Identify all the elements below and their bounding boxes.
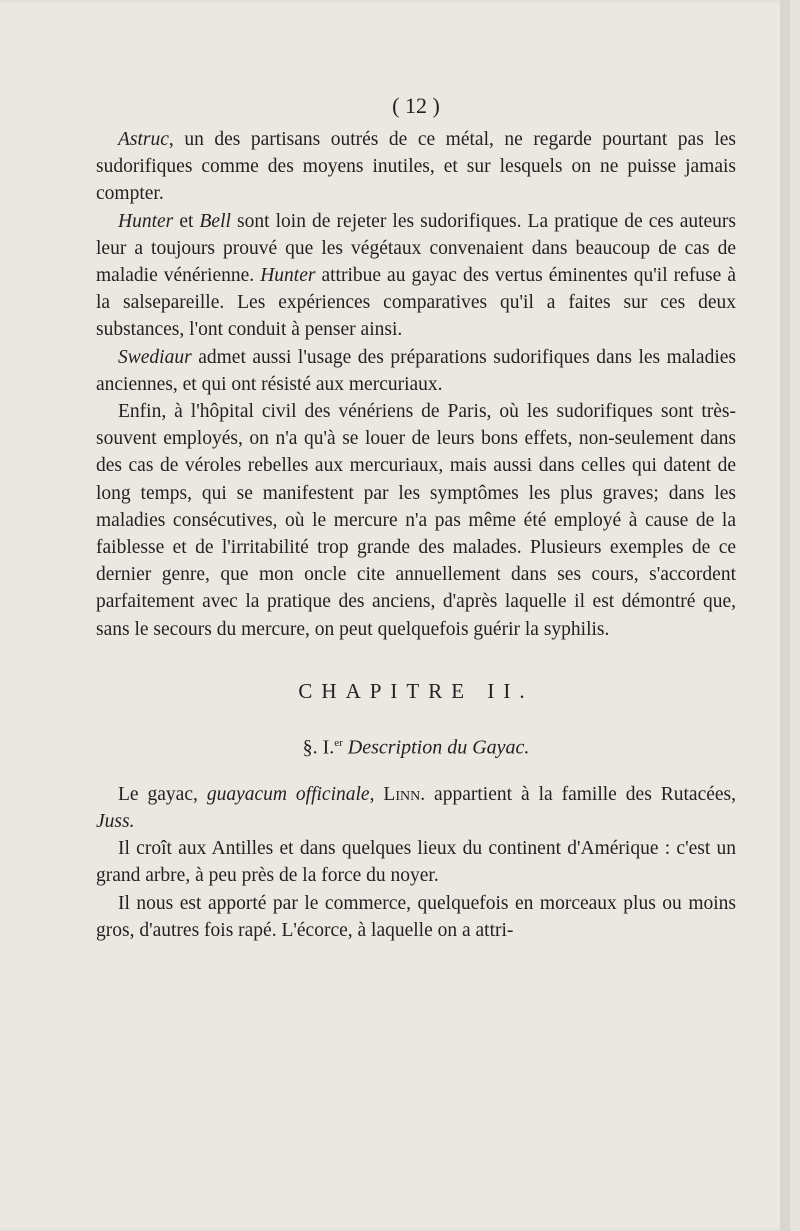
- paragraph-text: , un des partisans outrés de ce métal, ne regarde pourtant pas les sudorifiques comme des moyens inutiles, et sur lesquels on ne puisse jamais compter.: [96, 129, 736, 205]
- chapter-heading: CHAPITRE II.: [298, 678, 534, 703]
- author-name: Astruc: [118, 129, 169, 150]
- author-abbrev-juss: Juss.: [96, 811, 135, 833]
- latin-name: guayacum officinale: [206, 783, 370, 805]
- paragraph-text: admet aussi l'usage des préparations sudorifiques dans les maladies anciennes, et qui ont résisté aux mercuriaux.: [96, 346, 736, 395]
- paragraph-text: Le gayac,: [118, 783, 207, 805]
- section-title: Description du Gayac.: [347, 736, 530, 759]
- section-mark: §. I.: [302, 736, 335, 759]
- page-edge: [780, 0, 790, 1231]
- paragraph-text: sont loin de rejeter les sudorifiques. La pratique de ces auteurs leur a toujours prouvé que les végétaux convenaient dans beaucoup de cas de maladie vénérienne.: [96, 210, 736, 287]
- page-text: [96, 86, 736, 944]
- paragraph-commerce: Il nous est apporté par le commerce, quelquefois en morceaux plus ou moins gros, d'autres fois rapé. L'écorce, à laquelle on a attri-: [96, 892, 736, 941]
- paragraph-text: ,: [369, 783, 384, 805]
- author-name: Hunter: [118, 210, 174, 232]
- paragraph-enfin: Enfin, à l'hôpital civil des vénériens de Paris, où les sudorifiques sont très-souvent employés, on n'a qu'à se louer de leurs bons effets, non-seulement dans des cas de véroles rebelles aux mercuriaux, mais aussi dans celles qui datent de long temps, qui se manifestent par les symptômes les plus graves; dans les maladies consécutives, où le mercure n'a pas même été employé à cause de la faiblesse et de l'irritabilité trop grande des malades. Plusieurs exemples de ce dernier genre, que mon oncle cite annuellement dans ses cours, s'accordent parfaitement avec la pratique des anciens, d'après laquelle il est démontré que, sans le secours du mercure, on peut quelquefois guérir la syphilis.: [96, 401, 736, 640]
- paragraph-astruc: [96, 126, 736, 208]
- paragraph-gayac: [96, 781, 736, 835]
- page-number: ( 12 ): [392, 93, 440, 118]
- paragraph-swediaur: [96, 344, 736, 398]
- author-name: Bell: [199, 210, 231, 232]
- paragraph-hunter-bell: [96, 208, 736, 344]
- author-name: Hunter: [260, 265, 316, 287]
- paragraph-antilles: Il croît aux Antilles et dans quelques lieux du continent d'Amérique : c'est un grand arbre, à peu près de la force du noyer.: [96, 838, 736, 887]
- author-abbrev: Linn: [383, 783, 421, 805]
- paragraph-text: et: [173, 210, 200, 232]
- paragraph-text: attribue au gayac des vertus éminentes qu'il refuse à la salsepareille. Les expériences comparatives qu'il a faites sur ces deux substances, l'ont conduit à penser ainsi.: [96, 265, 736, 341]
- section-mark-superscript: er: [334, 736, 343, 749]
- section-heading: [96, 723, 736, 763]
- author-name: Swediaur: [118, 346, 192, 368]
- paragraph-text: . appartient à la famille des Rutacées,: [420, 783, 736, 805]
